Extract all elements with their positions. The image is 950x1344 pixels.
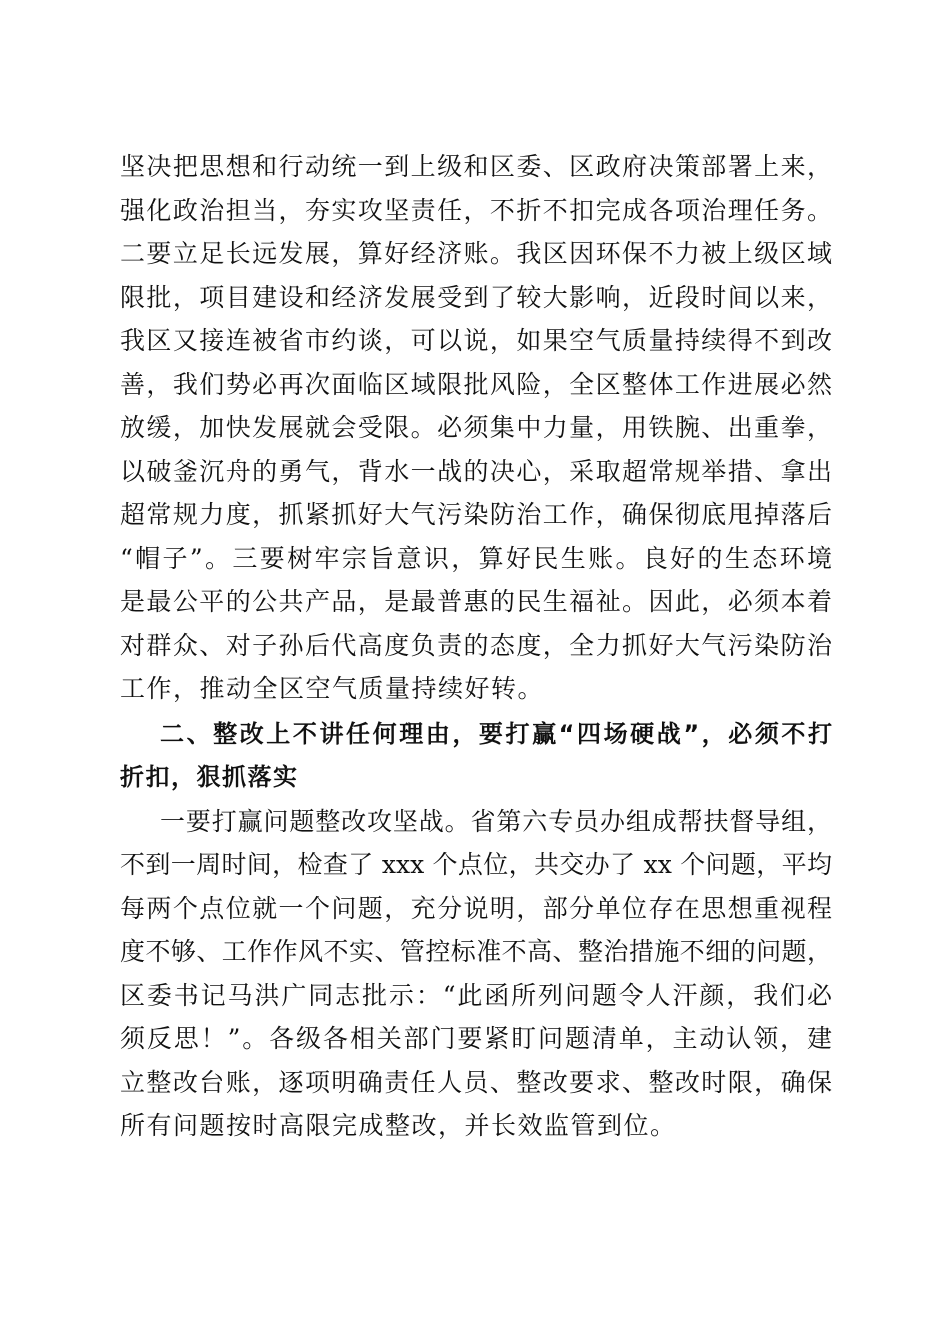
paragraph-1 <box>120 145 832 711</box>
text-line: 我区又接连被省市约谈，可以说，如果空气质量持续得不到改 <box>120 326 832 355</box>
document-body <box>120 145 832 1148</box>
text-line: 坚决把思想和行动统一到上级和区委、区政府决策部署上来， <box>120 152 832 181</box>
text-line: 超常规力度，抓紧抓好大气污染防治工作，确保彻底甩掉落后 <box>120 500 832 529</box>
text-line: 每两个点位就一个问题，充分说明，部分单位存在思想重视程 <box>120 893 832 923</box>
text-line: 放缓，加快发展就会受限。必须集中力量，用铁腕、出重拳， <box>120 413 832 442</box>
text-line: 善，我们势必再次面临区域限批风险，全区整体工作进展必然 <box>120 369 832 399</box>
text-line: 以破釜沉舟的勇气，背水一战的决心，采取超常规举措、拿出 <box>120 456 832 486</box>
text-line: 是最公平的公共产品，是最普惠的民生福祉。因此，必须本着 <box>120 587 832 616</box>
paragraph-2 <box>120 800 832 1148</box>
heading-line: 二、整改上不讲任何理由，要打赢“四场硬战”，必须不打 <box>160 719 832 748</box>
section-heading-2 <box>120 713 832 800</box>
text-line: 立整改台账，逐项明确责任人员、整改要求、整改时限，确保 <box>120 1067 832 1097</box>
text-line-last: 所有问题按时高限完成整改，并长效监管到位。 <box>120 1111 677 1140</box>
text-line-last: 工作，推动全区空气质量持续好转。 <box>120 674 545 703</box>
text-line: 限批，项目建设和经济发展受到了较大影响，近段时间以来， <box>120 282 832 312</box>
text-line: 强化政治担当，夯实攻坚责任，不折不扣完成各项治理任务。 <box>120 195 832 225</box>
text-line: 度不够、工作作风不实、管控标准不高、整治措施不细的问题， <box>120 937 832 966</box>
text-line: 区委书记马洪广同志批示：“此函所列问题令人汗颜，我们必 <box>120 980 832 1010</box>
text-line: 不到一周时间，检查了 xxx 个点位，共交办了 xx 个问题，平均 <box>120 850 832 879</box>
text-line: 二要立足长远发展，算好经济账。我区因环保不力被上级区域 <box>120 239 832 268</box>
text-line: 须反思！”。各级各相关部门要紧盯问题清单，主动认领，建 <box>120 1024 832 1053</box>
heading-line-last: 折扣，狠抓落实 <box>120 763 299 791</box>
text-line-first: 一要打赢问题整改攻坚战。省第六专员办组成帮扶督导组， <box>160 806 832 836</box>
text-line: “帽子”。三要树牢宗旨意识，算好民生账。良好的生态环境 <box>120 543 832 573</box>
text-line: 对群众、对子孙后代高度负责的态度，全力抓好大气污染防治 <box>120 630 832 660</box>
